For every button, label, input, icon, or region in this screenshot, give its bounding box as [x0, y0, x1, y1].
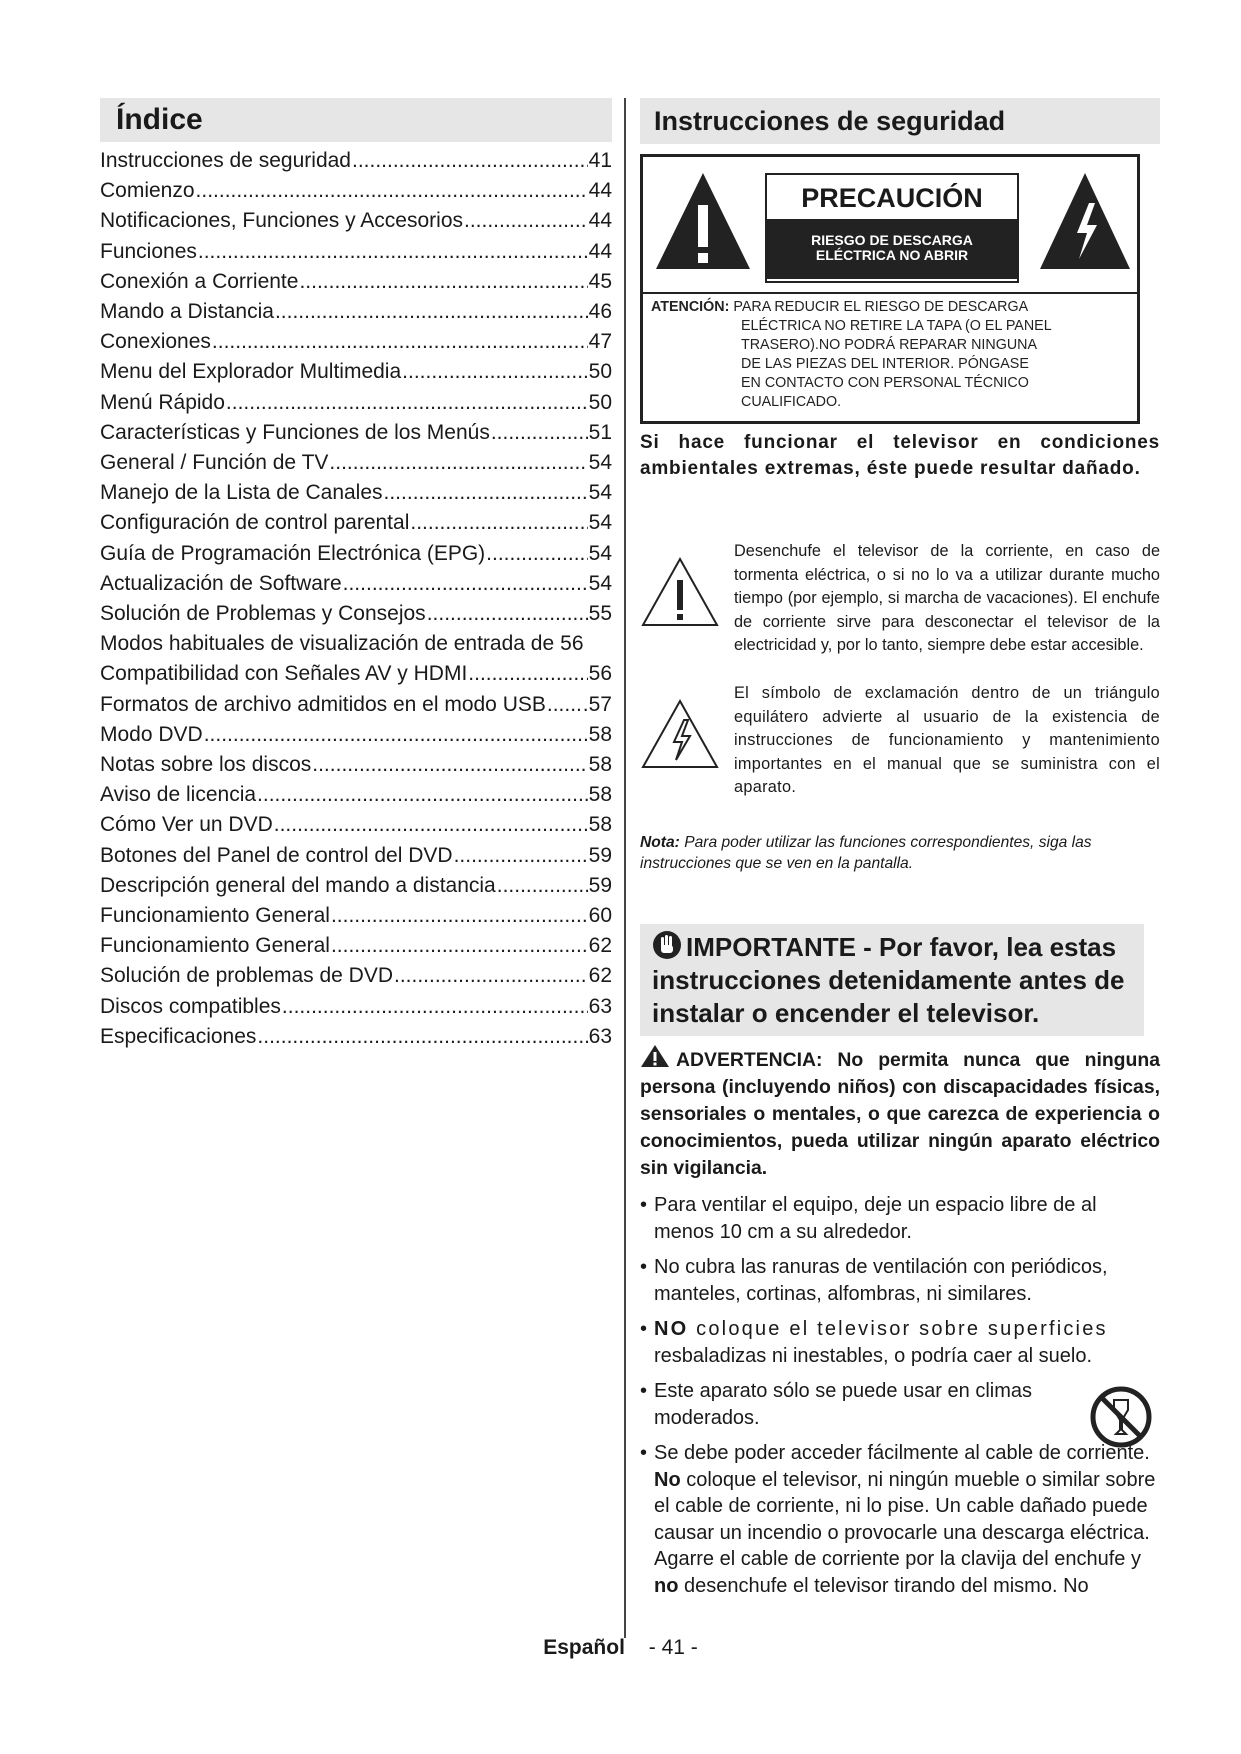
toc-item	[100, 539, 612, 569]
toc-item	[100, 508, 612, 538]
toc-item	[100, 659, 612, 689]
toc-item	[100, 297, 612, 327]
toc-item-page: 59	[588, 873, 612, 897]
toc-item	[100, 720, 612, 750]
warning-triangle-icon	[640, 1044, 670, 1068]
toc-leader-dots	[226, 388, 588, 418]
atencion-lead: ATENCIÓN:	[651, 299, 730, 315]
shock-risk-line1: RIESGO DE DESCARGA	[811, 232, 973, 248]
atencion-notice	[643, 294, 1137, 412]
nota-lead: Nota:	[640, 834, 680, 851]
toc-item-title: Instrucciones de seguridad	[100, 149, 351, 172]
toc-leader-dots	[491, 418, 588, 448]
toc-item-page: 63	[588, 1024, 612, 1048]
atencion-line: EN CONTACTO CON PERSONAL TÉCNICO	[741, 375, 1029, 391]
precaution-label-box	[765, 173, 1019, 283]
nota-text: Para poder utilizar las funciones correspondientes, siga las instrucciones que se ven en la pantalla.	[640, 834, 1092, 872]
toc-item-page: 46	[588, 300, 612, 324]
bullet-surfaces-no: NO	[654, 1318, 689, 1340]
toc-leader-dots	[343, 569, 588, 599]
bullet-surfaces	[640, 1316, 1160, 1369]
toc-item-title: Funcionamiento General	[100, 934, 330, 958]
toc-item-title: Comienzo	[100, 179, 195, 203]
toc-leader-dots	[329, 448, 587, 478]
toc-item	[100, 388, 612, 418]
toc-item-page: 56	[588, 662, 612, 686]
toc-item	[100, 690, 612, 720]
toc-leader-dots	[427, 599, 588, 629]
toc-leader-dots	[312, 750, 587, 780]
unplug-notice	[640, 540, 1160, 678]
toc-item	[100, 629, 612, 659]
toc-item-page: 44	[588, 209, 612, 233]
stop-hand-icon	[652, 930, 682, 960]
atencion-line: TRASERO).NO PODRÁ REPARAR NINGUNA	[741, 337, 1038, 353]
toc-item	[100, 418, 612, 448]
toc-item-title: Mando a Distancia	[100, 300, 274, 324]
toc-item-page: 62	[588, 964, 612, 988]
toc-leader-dots	[204, 720, 588, 750]
toc-item-page: 44	[588, 239, 612, 263]
toc-item-title: Configuración de control parental	[100, 511, 410, 535]
exclamation-warning-icon	[653, 169, 753, 273]
toc-leader-dots	[257, 780, 588, 810]
toc-item	[100, 931, 612, 961]
toc-item-page: 56	[560, 632, 584, 656]
toc-item-title: Menu del Explorador Multimedia	[100, 360, 402, 384]
advertencia-text: ADVERTENCIA: No permita nunca que ninguna persona (incluyendo niños) con discapacidades físicas, sensoriales o mentales, o que carezca de experiencia o conocimientos, pueda utilizar ningún aparato eléctrico sin vigilancia.	[640, 1049, 1160, 1179]
shock-risk-line2: ELÉCTRICA NO ABRIR	[815, 247, 969, 263]
toc-leader-dots	[275, 297, 588, 327]
toc-item	[100, 841, 612, 871]
toc-item	[100, 448, 612, 478]
toc-item-title: Solución de problemas de DVD	[100, 964, 393, 988]
atencion-line: PARA REDUCIR EL RIESGO DE DESCARGA	[733, 299, 1029, 315]
toc-item	[100, 237, 612, 267]
symbol-text: El símbolo de exclamación dentro de un triángulo equilátero advierte al usuario de la existencia de instrucciones de funcionamiento y mantenimiento importantes en el manual que se suministra con el aparato.	[734, 684, 1160, 796]
toc-item-page: 55	[588, 602, 612, 626]
toc-item-page: 58	[588, 722, 612, 746]
toc-item-page: 54	[588, 451, 612, 475]
bullet-cable-no2: no	[654, 1574, 679, 1597]
toc-item-page: 58	[588, 813, 612, 837]
toc-item	[100, 961, 612, 991]
toc-item	[100, 599, 612, 629]
no-cable-icon	[1088, 1384, 1154, 1450]
toc-item-title: Discos compatibles	[100, 994, 281, 1018]
toc-item-page: 54	[588, 571, 612, 595]
bullet-cable-c: desenchufe el televisor tirando del mismo. No	[684, 1574, 1089, 1597]
toc-item-page: 54	[588, 481, 612, 505]
toc-item-page: 60	[588, 904, 612, 928]
toc-item-page: 63	[588, 994, 612, 1018]
toc-item-title: Formatos de archivo admitidos en el modo USB	[100, 692, 546, 716]
toc-item-page: 47	[588, 330, 612, 354]
toc-item-page: 44	[588, 179, 612, 203]
unplug-text: Desenchufe el televisor de la corriente, en caso de tormenta eléctrica, o si no lo va a utilizar durante mucho tiempo (por ejemplo, si marcha de vacaciones). El enchufe de corriente sirve para desconectar el televisor de la electricidad y, por lo tanto, siempre debe estar accesible.	[734, 542, 1160, 654]
toc-leader-dots	[331, 901, 588, 931]
toc-item-page: 41	[588, 149, 612, 172]
toc-item-page: 51	[588, 420, 612, 444]
toc-item-title: Descripción general del mando a distancia	[100, 873, 496, 897]
toc-leader-dots	[282, 992, 588, 1022]
atencion-line: DE LAS PIEZAS DEL INTERIOR. PÓNGASE	[741, 356, 1029, 372]
toc-item-title: Funcionamiento General	[100, 904, 330, 928]
footer-language: Español	[543, 1636, 625, 1659]
toc-leader-dots	[196, 176, 588, 206]
bullet-surfaces-spaced: coloque el televisor sobre superficies	[688, 1318, 1108, 1340]
toc-item	[100, 1022, 612, 1052]
toc-item	[100, 146, 612, 176]
toc-item-page: 50	[588, 390, 612, 414]
toc-leader-dots	[331, 931, 588, 961]
safety-title: Instrucciones de seguridad	[640, 98, 1160, 144]
toc-item-title: Notificaciones, Funciones y Accesorios	[100, 209, 463, 233]
toc-item-page: 50	[588, 360, 612, 384]
toc-item	[100, 992, 612, 1022]
bullet-cable-a: Se debe poder acceder fácilmente al cable de corriente.	[654, 1442, 1150, 1464]
toc-leader-dots	[410, 508, 587, 538]
nota	[640, 832, 1160, 874]
bullet-surfaces-rest: resbaladizas ni inestables, o podría caer al suelo.	[654, 1344, 1093, 1367]
toc-item	[100, 569, 612, 599]
advertencia	[640, 1044, 1160, 1182]
atencion-line: ELÉCTRICA NO RETIRE LA TAPA (O EL PANEL	[741, 318, 1052, 334]
toc-item-title: Conexiones	[100, 330, 211, 354]
lightning-outline-icon	[640, 698, 720, 770]
toc-leader-dots	[402, 357, 587, 387]
toc-item-page: 54	[588, 511, 612, 535]
toc-item-title: Compatibilidad con Señales AV y HDMI	[100, 662, 468, 686]
toc-item-page: .57	[582, 692, 612, 716]
toc-item-title: Menú Rápido	[100, 390, 225, 414]
toc-item	[100, 780, 612, 810]
toc-item	[100, 327, 612, 357]
bullet-climate: • Este aparato sólo se puede usar en climas moderados.	[640, 1378, 1160, 1431]
lightning-warning-icon	[1037, 169, 1133, 273]
footer-page-number: - 41 -	[648, 1636, 698, 1659]
toc-leader-dots	[547, 690, 582, 720]
toc-item-title: General / Función de TV	[100, 451, 329, 475]
shock-risk-label	[767, 219, 1017, 279]
bullet-cable-no: No	[654, 1468, 681, 1491]
toc-item-title: Solución de Problemas y Consejos	[100, 602, 426, 626]
toc-leader-dots	[394, 961, 588, 991]
toc-item-title: Modo DVD	[100, 722, 203, 746]
toc-item-title: Cómo Ver un DVD	[100, 813, 273, 837]
toc-item	[100, 901, 612, 931]
symbol-notice	[640, 682, 1160, 796]
exclamation-outline-icon	[640, 556, 720, 628]
toc-item-page: 59	[588, 843, 612, 867]
toc-item-title: Aviso de licencia	[100, 783, 257, 807]
toc-item-page: 58	[588, 783, 612, 807]
column-divider	[624, 98, 626, 1638]
toc-leader-dots	[212, 327, 588, 357]
toc-item-title: Modos habituales de visualización de entrada de	[100, 632, 555, 656]
toc-item	[100, 810, 612, 840]
toc-leader-dots	[299, 267, 587, 297]
toc-item-page: 62	[588, 934, 612, 958]
toc-item	[100, 206, 612, 236]
toc-item-title: Notas sobre los discos	[100, 753, 312, 777]
caution-header	[643, 157, 1137, 294]
toc-item-title: Guía de Programación Electrónica (EPG)	[100, 541, 486, 565]
toc-leader-dots	[468, 659, 587, 689]
bullet-vents: • No cubra las ranuras de ventilación con periódicos, manteles, cortinas, alfombras, ni similares.	[640, 1254, 1160, 1307]
safety-column	[640, 98, 1160, 1608]
toc-leader-dots	[486, 539, 587, 569]
important-heading: IMPORTANTE - Por favor, lea estas instrucciones detenidamente antes de instalar o encender el televisor.	[652, 932, 1125, 1028]
toc-item-title: Conexión a Corriente	[100, 269, 299, 293]
toc-leader-dots	[198, 237, 588, 267]
toc-item-page: 58	[588, 753, 612, 777]
toc-leader-dots	[257, 1022, 587, 1052]
atencion-line: CUALIFICADO.	[741, 394, 842, 410]
precaution-label: PRECAUCIÓN	[801, 183, 983, 213]
caution-box	[640, 154, 1140, 424]
toc-item-title: Funciones	[100, 239, 197, 263]
extreme-conditions-warning: Si hace funcionar el televisor en condiciones ambientales extremas, éste puede resultar dañado.	[640, 432, 1160, 479]
toc-item	[100, 357, 612, 387]
toc-item	[100, 267, 612, 297]
toc-item-title: Actualización de Software	[100, 571, 342, 595]
toc-item-title: Especificaciones	[100, 1024, 257, 1048]
toc-item	[100, 176, 612, 206]
toc-item	[100, 478, 612, 508]
toc-item-title: Características y Funciones de los Menús	[100, 420, 490, 444]
toc-column	[100, 98, 612, 1052]
toc-leader-dots	[454, 841, 588, 871]
toc-item-title: Botones del Panel de control del DVD	[100, 843, 453, 867]
toc-leader-dots	[384, 478, 588, 508]
toc-leader-dots	[352, 146, 588, 176]
bullet-cable-b: coloque el televisor, ni ningún mueble o similar sobre el cable de corriente, ni lo pise. Un cable dañado puede causar un incendio o provocarle una descarga eléctrica. Agarre el cable de corriente por la clavija del enchufe y	[654, 1468, 1156, 1570]
toc-leader-dots	[497, 871, 588, 901]
toc-item-title: Manejo de la Lista de Canales	[100, 481, 383, 505]
toc-leader-dots	[464, 206, 588, 236]
safety-bullets	[640, 1192, 1160, 1599]
bullet-cable	[640, 1440, 1160, 1599]
page-footer	[0, 1636, 1241, 1660]
toc-title: Índice	[100, 98, 612, 142]
toc-item	[100, 750, 612, 780]
important-heading-box	[640, 924, 1144, 1036]
toc-item-page: 45	[588, 269, 612, 293]
toc-leader-dots	[274, 810, 588, 840]
bullet-ventilation: • Para ventilar el equipo, deje un espacio libre de al menos 10 cm a su alrededor.	[640, 1192, 1160, 1245]
toc-list	[100, 146, 612, 1052]
toc-item	[100, 871, 612, 901]
toc-item-page: 54	[588, 541, 612, 565]
